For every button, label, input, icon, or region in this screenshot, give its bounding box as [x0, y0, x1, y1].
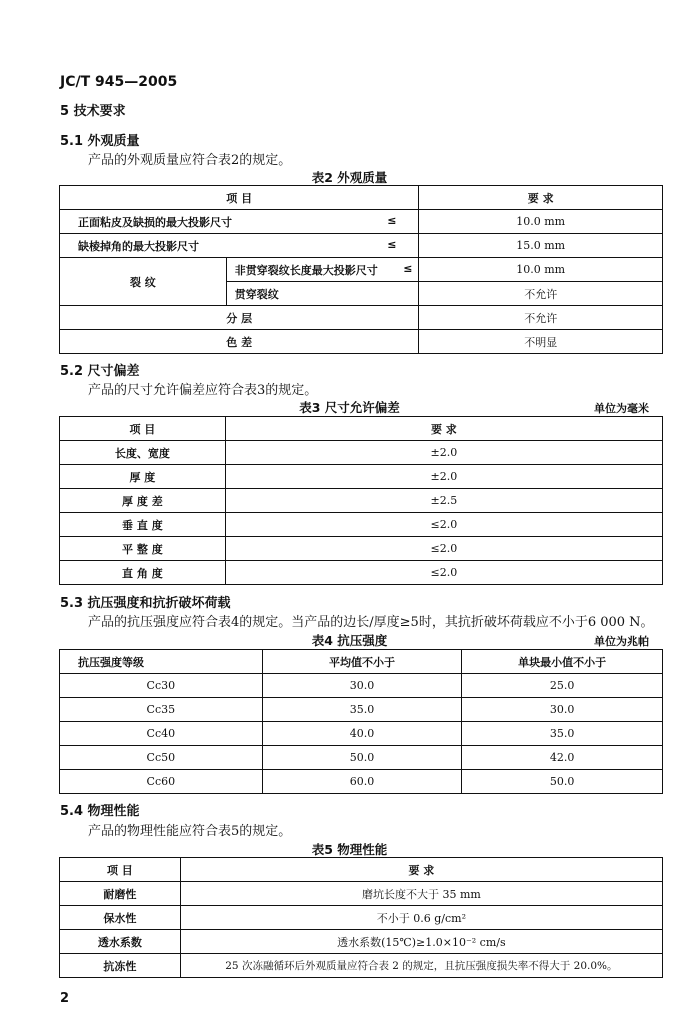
table-row: [60, 882, 663, 906]
table3-cell: 平 整 度: [60, 537, 226, 561]
table4-cell: 30.0: [462, 698, 663, 722]
table3-cell: ±2.0: [225, 465, 662, 489]
table3-cell: ≤2.0: [225, 513, 662, 537]
table2-cell: 不允许: [419, 282, 663, 306]
table-row: [60, 234, 663, 258]
table4-cell: Cc50: [60, 746, 263, 770]
table-row: [60, 537, 663, 561]
table-row: [60, 210, 663, 234]
table3-head-item: 项 目: [60, 417, 226, 441]
table3-cell: ≤2.0: [225, 537, 662, 561]
table2-cell: 缺棱掉角的最大投影尺寸 ≤: [60, 234, 419, 258]
section-5-3-text: 产品的抗压强度应符合表4的规定。当产品的边长/厚度≥5时，其抗折破坏荷载应不小于6 000 N。: [88, 615, 654, 630]
table2-cell: 贯穿裂纹: [226, 282, 419, 306]
table-row: [60, 954, 663, 978]
table3-cell: ±2.5: [225, 489, 662, 513]
table-row: [60, 722, 663, 746]
table2-caption: 表2 外观质量: [311, 170, 388, 185]
section-5-4-title: 5.4 物理性能: [60, 804, 140, 819]
table4-cell: Cc40: [60, 722, 263, 746]
page-number: 2: [60, 991, 70, 1006]
section-5-3-title: 5.3 抗压强度和抗折破坏荷载: [60, 596, 231, 611]
table-row: [60, 746, 663, 770]
table5-head-req: 要 求: [180, 858, 662, 882]
table2-cell: 不允许: [419, 306, 663, 330]
table2-head-item: 项 目: [60, 186, 419, 210]
section-5-2-text: 产品的尺寸允许偏差应符合表3的规定。: [88, 383, 318, 398]
table5-cell: 25 次冻融循环后外观质量应符合表 2 的规定，且抗压强度损失率不得大于 20.0%。: [180, 954, 662, 978]
table5-cell: 保水性: [60, 906, 181, 930]
table2-cell: 10.0 mm: [419, 258, 663, 282]
table-row: [60, 770, 663, 794]
table-row: [60, 417, 663, 441]
table2-cell: 10.0 mm: [419, 210, 663, 234]
table2-appearance-quality: [59, 185, 663, 354]
table4-cell: Cc60: [60, 770, 263, 794]
table3-dimension-deviation: [59, 416, 663, 585]
table3-cell: ±2.0: [225, 441, 662, 465]
table4-head-average: 平均值不小于: [262, 650, 462, 674]
table4-cell: 40.0: [262, 722, 462, 746]
table4-head-grade: 抗压强度等级: [60, 650, 263, 674]
table-row: [60, 858, 663, 882]
table3-cell: 厚 度 差: [60, 489, 226, 513]
table-row: [60, 513, 663, 537]
table2-cell: 分 层: [60, 306, 419, 330]
table-row: [60, 258, 663, 282]
table3-caption: 表3 尺寸允许偏差: [299, 400, 400, 415]
table4-unit: 单位为兆帕: [594, 635, 649, 648]
table-row: [60, 930, 663, 954]
table4-cell: 35.0: [462, 722, 663, 746]
table-row: [60, 674, 663, 698]
table5-cell: 磨坑长度不大于 35 mm: [180, 882, 662, 906]
table-row: [60, 330, 663, 354]
table4-compressive-strength: [59, 649, 663, 794]
table3-cell: 长度、宽度: [60, 441, 226, 465]
table5-head-item: 项 目: [60, 858, 181, 882]
section-5-2-title: 5.2 尺寸偏差: [60, 364, 140, 379]
table2-cell: 不明显: [419, 330, 663, 354]
section-5-1-text: 产品的外观质量应符合表2的规定。: [88, 153, 292, 168]
table3-cell: ≤2.0: [225, 561, 662, 585]
table5-cell: 透水系数: [60, 930, 181, 954]
table2-cell: 色 差: [60, 330, 419, 354]
table4-cell: 60.0: [262, 770, 462, 794]
table-row: [60, 698, 663, 722]
table4-cell: 50.0: [262, 746, 462, 770]
table4-cell: 25.0: [462, 674, 663, 698]
section-5-1-title: 5.1 外观质量: [60, 134, 140, 149]
table2-cell: 15.0 mm: [419, 234, 663, 258]
table5-cell: 不小于 0.6 g/cm²: [180, 906, 662, 930]
table4-cell: 30.0: [262, 674, 462, 698]
table5-physical-properties: [59, 857, 663, 978]
table5-cell: 抗冻性: [60, 954, 181, 978]
table3-cell: 直 角 度: [60, 561, 226, 585]
table-row: [60, 906, 663, 930]
table4-cell: 42.0: [462, 746, 663, 770]
table2-cell: 非贯穿裂纹长度最大投影尺寸 ≤: [226, 258, 419, 282]
section-5-4-text: 产品的物理性能应符合表5的规定。: [88, 824, 292, 839]
table-row: [60, 306, 663, 330]
table4-cell: 35.0: [262, 698, 462, 722]
table2-cell: 正面粘皮及缺损的最大投影尺寸 ≤: [60, 210, 419, 234]
table5-cell: 耐磨性: [60, 882, 181, 906]
table-row: [60, 465, 663, 489]
table-row: [60, 441, 663, 465]
section-5-title: 5 技术要求: [60, 104, 126, 119]
table2-group-cell: 裂 纹: [60, 258, 227, 306]
table3-cell: 垂 直 度: [60, 513, 226, 537]
table3-cell: 厚 度: [60, 465, 226, 489]
table5-cell: 透水系数(15℃)≥1.0×10⁻² cm/s: [180, 930, 662, 954]
table4-cell: Cc35: [60, 698, 263, 722]
table4-caption: 表4 抗压强度: [311, 633, 388, 648]
table2-head-req: 要 求: [419, 186, 663, 210]
table3-head-req: 要 求: [225, 417, 662, 441]
table4-head-min: 单块最小值不小于: [462, 650, 663, 674]
standard-header: JC/T 945—2005: [60, 74, 178, 90]
table4-cell: 50.0: [462, 770, 663, 794]
table-row: [60, 561, 663, 585]
table4-cell: Cc30: [60, 674, 263, 698]
table-row: [60, 489, 663, 513]
table-row: [60, 186, 663, 210]
table3-unit: 单位为毫米: [594, 402, 649, 415]
table-row: [60, 650, 663, 674]
table5-caption: 表5 物理性能: [311, 842, 388, 857]
